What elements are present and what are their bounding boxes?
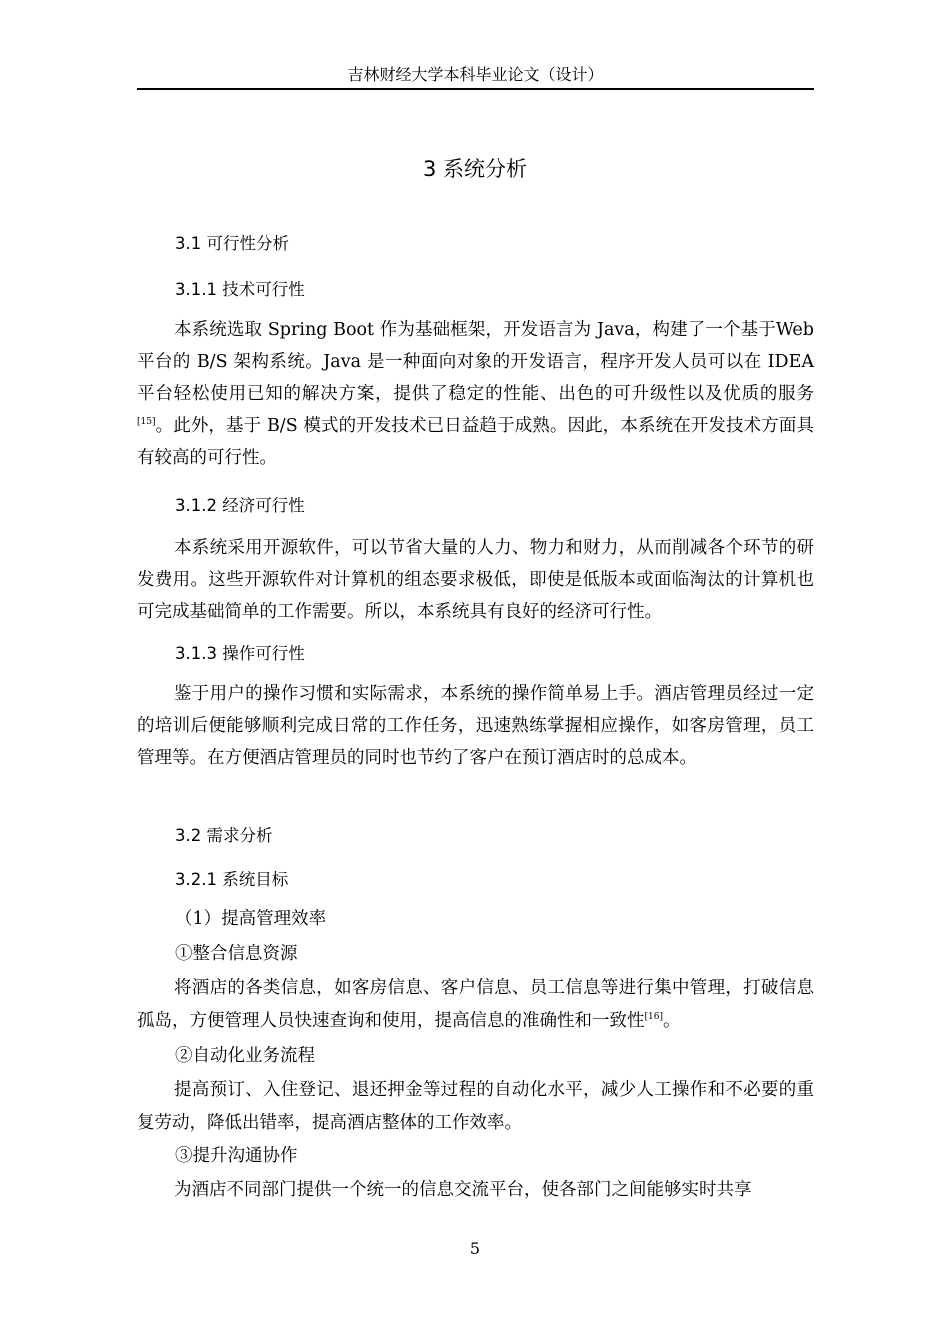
citation-16: [16] bbox=[644, 1012, 663, 1022]
paragraph-economic-feasibility: 本系统采用开源软件，可以节省大量的人力、物力和财力，从而削减各个环节的研发费用。这些开源软件对计算机的组态要求极低，即使是低版本或面临淘汰的计算机也可完成基础简单的工作需要。所以，本系统具有良好的经济可行性。 bbox=[137, 538, 814, 622]
subsection-heading-3-1-2: 3.1.2 经济可行性 bbox=[175, 496, 305, 515]
paragraph-technical-feasibility: 本系统选取 Spring Boot 作为基础框架，开发语言为 Java，构建了一个基于Web 平台的 B/S 架构系统。Java 是一种面向对象的开发语言，程序开发人员可以在 IDEA 平台轻松使用已知的解决方案，提供了稳定的性能、出色的可升级性以及优质的服务[15]。此外，基于 B/S 模式的开发技术已日益趋于成熟。因此，本系统在开发技术方面具有较高的可行性。 bbox=[137, 320, 814, 468]
paragraph-automate-process: 提高预订、入住登记、退还押金等过程的自动化水平，减少人工操作和不必要的重复劳动，降低出错率，提高酒店整体的工作效率。 bbox=[137, 1080, 814, 1133]
paragraph-integrate-info: 将酒店的各类信息，如客房信息、客户信息、员工信息等进行集中管理，打破信息孤岛，方便管理人员快速查询和使用，提高信息的准确性和一致性[16]。 bbox=[137, 978, 814, 1031]
header-rule bbox=[137, 88, 814, 90]
page-number: 5 bbox=[469, 1239, 481, 1258]
running-header: 吉林财经大学本科毕业论文（设计） bbox=[347, 65, 604, 84]
section-heading-3-1: 3.1 可行性分析 bbox=[175, 234, 289, 253]
subsection-heading-3-2-1: 3.2.1 系统目标 bbox=[175, 870, 289, 889]
citation-15: [15] bbox=[137, 417, 156, 427]
subsection-heading-3-1-3: 3.1.3 操作可行性 bbox=[175, 644, 305, 663]
subsection-heading-3-1-1: 3.1.1 技术可行性 bbox=[175, 280, 305, 299]
paragraph-operational-feasibility: 鉴于用户的操作习惯和实际需求，本系统的操作简单易上手。酒店管理员经过一定的培训后便能够顺利完成日常的工作任务，迅速熟练掌握相应操作，如客房管理，员工管理等。在方便酒店管理员的同时也节约了客户在预订酒店时的总成本。 bbox=[137, 684, 814, 768]
goal-item-1: （1）提高管理效率 bbox=[175, 909, 327, 929]
list-item-automate-process: ②自动化业务流程 bbox=[175, 1046, 315, 1066]
list-item-integrate-info: ①整合信息资源 bbox=[175, 944, 298, 964]
list-item-improve-communication: ③提升沟通协作 bbox=[175, 1146, 298, 1166]
section-heading-3-2: 3.2 需求分析 bbox=[175, 826, 273, 845]
paragraph-improve-communication: 为酒店不同部门提供一个统一的信息交流平台，使各部门之间能够实时共享 bbox=[174, 1180, 752, 1200]
chapter-title: 3 系统分析 bbox=[422, 157, 528, 181]
